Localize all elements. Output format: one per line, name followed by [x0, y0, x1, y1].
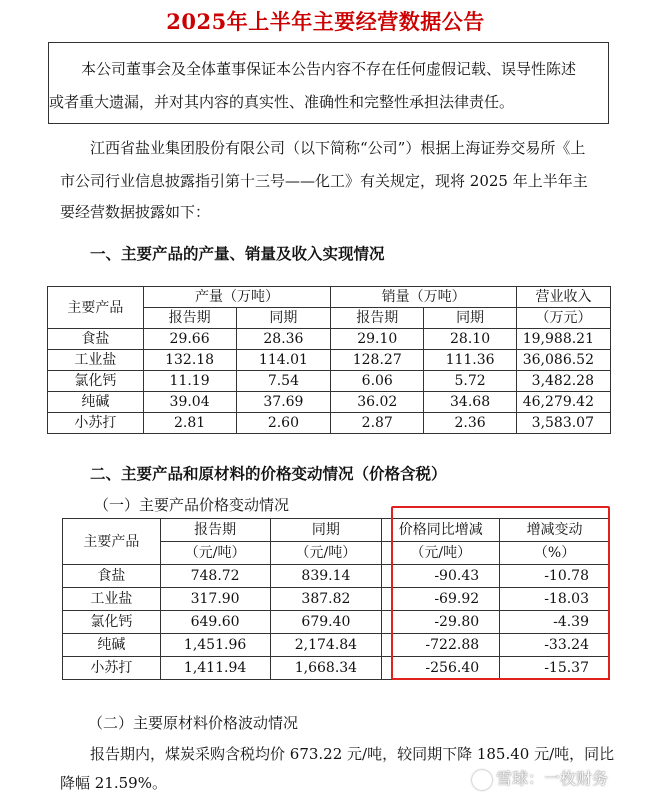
cell-revenue: 3,482.28 [516, 371, 610, 392]
cell-product: 氯化钙 [63, 611, 161, 634]
header-report-l1: 报告期 [160, 519, 270, 542]
cell-report: 748.72 [160, 565, 270, 588]
cell-sales-report: 2.87 [331, 413, 424, 434]
table-row [63, 611, 610, 634]
cell-revenue: 46,279.42 [516, 392, 610, 413]
cell-output-report: 29.66 [143, 329, 236, 350]
section2-sub1: （一）主要产品价格变动情况 [94, 496, 290, 514]
raw-material-line-2: 降幅 21.59%。 [60, 774, 167, 792]
header-output-prior: 同期 [236, 308, 331, 329]
header-product: 主要产品 [63, 519, 161, 565]
section2-sub2: （二）主要原材料价格波动情况 [88, 714, 299, 732]
table-row [63, 634, 610, 657]
header-sales: 销量（万吨） [331, 287, 517, 308]
table-row [63, 588, 610, 611]
cell-sales-report: 29.10 [331, 329, 424, 350]
header-sales-report: 报告期 [331, 308, 424, 329]
notice-line-2: 或者重大遗漏，并对其内容的真实性、准确性和完整性承担法律责任。 [49, 93, 515, 111]
snowball-logo-icon [472, 770, 492, 790]
cell-diff: -69.92 [382, 588, 500, 611]
cell-product: 纯碱 [63, 634, 161, 657]
table-row [48, 350, 611, 371]
cell-sales-prior: 2.36 [424, 413, 517, 434]
table-row [63, 657, 610, 680]
cell-product: 纯碱 [48, 392, 144, 413]
cell-product: 食盐 [48, 329, 144, 350]
cell-output-report: 39.04 [143, 392, 236, 413]
cell-sales-prior: 111.36 [424, 350, 517, 371]
cell-product: 小苏打 [63, 657, 161, 680]
watermark-text: 雪球：一枚财务 [496, 769, 609, 788]
cell-output-prior: 114.01 [236, 350, 331, 371]
header-sales-prior: 同期 [424, 308, 517, 329]
cell-prior: 1,668.34 [270, 657, 382, 680]
cell-output-prior: 2.60 [236, 413, 331, 434]
cell-diff: -722.88 [382, 634, 500, 657]
cell-revenue: 3,583.07 [516, 413, 610, 434]
header-output-report: 报告期 [143, 308, 236, 329]
cell-pct: -4.39 [500, 611, 610, 634]
cell-output-report: 11.19 [143, 371, 236, 392]
raw-material-line-1: 报告期内，煤炭采购含税均价 673.22 元/吨，较同期下降 185.40 元/吨，同比 [90, 745, 615, 763]
section2-heading: 二、主要产品和原材料的价格变动情况（价格含税） [90, 464, 447, 483]
price-change-table [62, 518, 610, 680]
cell-revenue: 19,988.21 [516, 329, 610, 350]
header-report-l2: （元/吨） [160, 542, 270, 565]
header-revenue-l1: 营业收入 [516, 287, 610, 308]
cell-sales-report: 128.27 [331, 350, 424, 371]
table-row [48, 329, 611, 350]
header-product: 主要产品 [48, 287, 144, 329]
cell-pct: -10.78 [500, 565, 610, 588]
cell-output-prior: 28.36 [236, 329, 331, 350]
cell-prior: 839.14 [270, 565, 382, 588]
cell-sales-report: 36.02 [331, 392, 424, 413]
cell-revenue: 36,086.52 [516, 350, 610, 371]
table-row [63, 565, 610, 588]
section1-heading: 一、主要产品的产量、销量及收入实现情况 [90, 244, 385, 263]
table-row [48, 392, 611, 413]
cell-sales-prior: 34.68 [424, 392, 517, 413]
header-prior-l2: （元/吨） [270, 542, 382, 565]
cell-diff: -256.40 [382, 657, 500, 680]
intro-line-1: 江西省盐业集团股份有限公司（以下简称“公司”）根据上海证券交易所《上 [90, 139, 586, 157]
cell-output-prior: 7.54 [236, 371, 331, 392]
page-title: 2025年上半年主要经营数据公告 [166, 9, 485, 34]
header-diff-l1: 价格同比增减 [382, 519, 500, 542]
header-prior-l1: 同期 [270, 519, 382, 542]
cell-report: 1,451.96 [160, 634, 270, 657]
cell-report: 649.60 [160, 611, 270, 634]
cell-product: 食盐 [63, 565, 161, 588]
intro-line-2: 市公司行业信息披露指引第十三号——化工》有关规定，现将 2025 年上半年主 [60, 172, 588, 190]
cell-prior: 2,174.84 [270, 634, 382, 657]
cell-product: 小苏打 [48, 413, 144, 434]
watermark [472, 766, 608, 790]
cell-product: 氯化钙 [48, 371, 144, 392]
cell-prior: 679.40 [270, 611, 382, 634]
cell-sales-report: 6.06 [331, 371, 424, 392]
cell-sales-prior: 28.10 [424, 329, 517, 350]
cell-sales-prior: 5.72 [424, 371, 517, 392]
cell-diff: -29.80 [382, 611, 500, 634]
intro-line-3: 要经营数据披露如下： [60, 203, 211, 221]
cell-pct: -33.24 [500, 634, 610, 657]
header-revenue-l2: （万元） [516, 308, 610, 329]
cell-product: 工业盐 [63, 588, 161, 611]
header-pct-l1: 增减变动 [500, 519, 610, 542]
notice-box [48, 42, 609, 124]
cell-report: 1,411.94 [160, 657, 270, 680]
cell-output-prior: 37.69 [236, 392, 331, 413]
table-row [48, 371, 611, 392]
cell-output-report: 2.81 [143, 413, 236, 434]
cell-pct: -15.37 [500, 657, 610, 680]
notice-line-1: 本公司董事会及全体董事保证本公告内容不存在任何虚假记载、误导性陈述 [81, 60, 577, 78]
cell-prior: 387.82 [270, 588, 382, 611]
header-output: 产量（万吨） [143, 287, 331, 308]
cell-output-report: 132.18 [143, 350, 236, 371]
table-row [48, 413, 611, 434]
header-pct-l2: （%） [500, 542, 610, 565]
cell-product: 工业盐 [48, 350, 144, 371]
cell-report: 317.90 [160, 588, 270, 611]
production-sales-table [47, 286, 611, 434]
header-diff-l2: （元/吨） [382, 542, 500, 565]
cell-pct: -18.03 [500, 588, 610, 611]
cell-diff: -90.43 [382, 565, 500, 588]
